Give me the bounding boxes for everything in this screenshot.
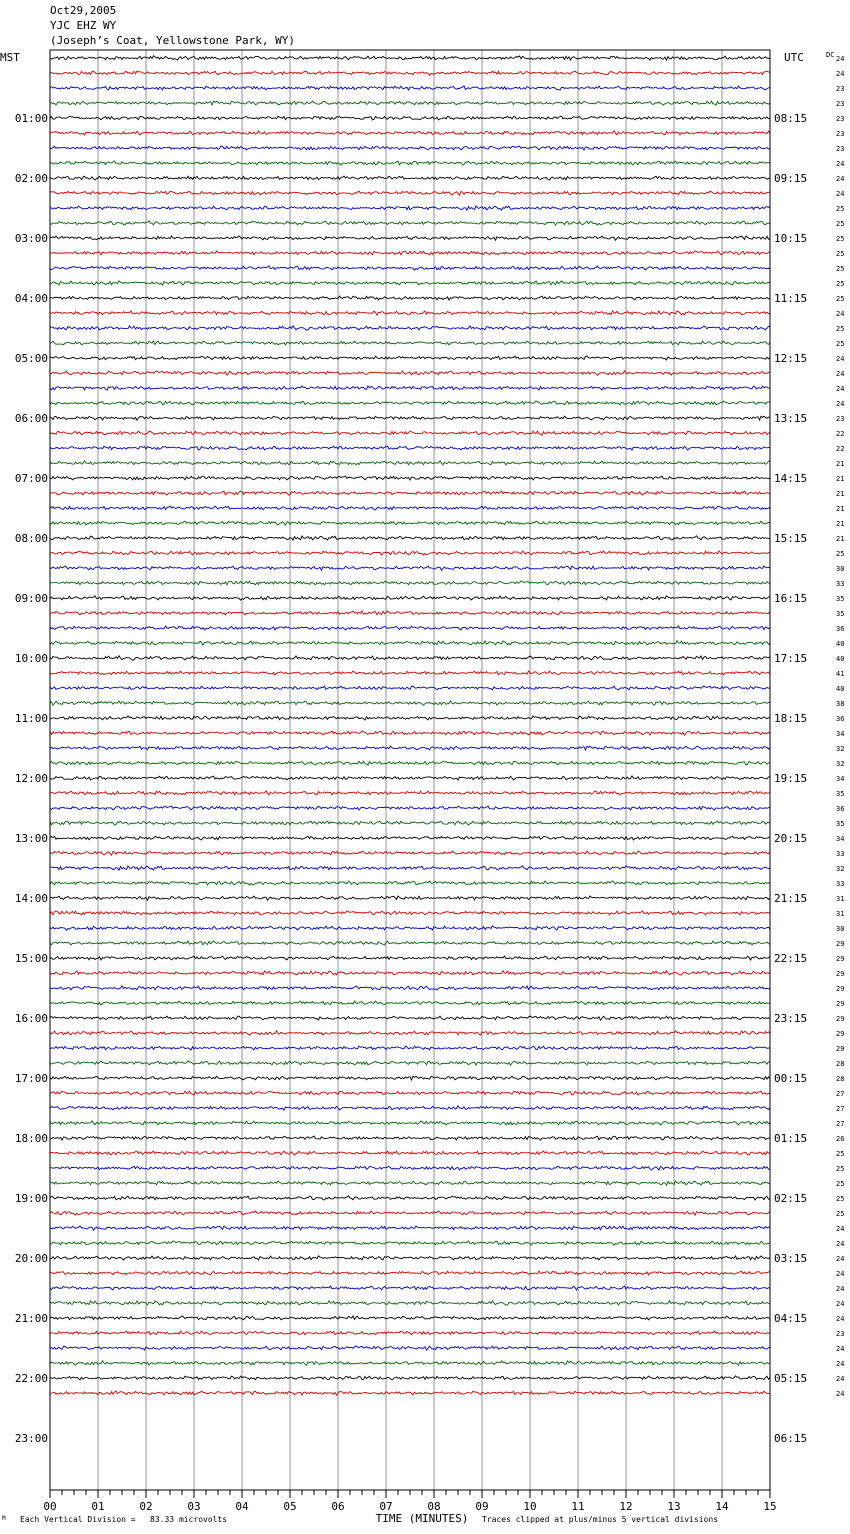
- dc-offset-9: 24: [836, 190, 845, 198]
- trace-34: [50, 566, 770, 570]
- right-hour-label-7: 15:15: [774, 532, 808, 545]
- trace-48: [50, 776, 770, 780]
- dc-offset-8: 24: [836, 175, 845, 183]
- trace-3: [50, 101, 770, 105]
- trace-29: [50, 491, 770, 495]
- dc-offset-24: 23: [836, 415, 845, 423]
- dc-offset-38: 36: [836, 625, 845, 633]
- dc-offset-82: 24: [836, 1285, 845, 1293]
- x-tick-label-5: 05: [283, 1500, 297, 1513]
- x-tick-label-11: 11: [571, 1500, 585, 1513]
- trace-53: [50, 851, 770, 855]
- left-hour-label-3: 04:00: [14, 292, 48, 305]
- left-hour-label-13: 14:00: [14, 892, 48, 905]
- dc-offset-85: 23: [836, 1330, 845, 1338]
- trace-31: [50, 521, 770, 525]
- trace-17: [50, 311, 770, 315]
- trace-49: [50, 791, 770, 795]
- dc-offset-52: 34: [836, 835, 845, 843]
- trace-13: [50, 251, 770, 255]
- right-timezone-label: UTC: [784, 51, 804, 64]
- trace-28: [50, 476, 770, 480]
- trace-79: [50, 1241, 770, 1245]
- dc-offset-49: 35: [836, 790, 845, 798]
- plot-frame: [50, 50, 770, 1498]
- left-hour-label-4: 05:00: [14, 352, 48, 365]
- dc-offset-57: 31: [836, 910, 845, 918]
- dc-offset-7: 24: [836, 160, 845, 168]
- dc-offset-75: 25: [836, 1180, 845, 1188]
- dc-offset-29: 21: [836, 490, 845, 498]
- trace-7: [50, 161, 770, 165]
- dc-offset-22: 24: [836, 385, 845, 393]
- dc-offset-46: 32: [836, 745, 845, 753]
- trace-55: [50, 881, 770, 885]
- trace-80: [50, 1256, 770, 1260]
- right-hour-label-0: 08:15: [774, 112, 808, 125]
- trace-40: [50, 656, 770, 660]
- trace-86: [50, 1346, 770, 1350]
- dc-offset-28: 21: [836, 475, 845, 483]
- trace-69: [50, 1091, 770, 1095]
- trace-8: [50, 176, 770, 180]
- dc-offset-79: 24: [836, 1240, 845, 1248]
- trace-group: [50, 56, 770, 1395]
- x-tick-label-2: 02: [139, 1500, 153, 1513]
- right-hour-label-19: 03:15: [774, 1252, 808, 1265]
- trace-44: [50, 716, 770, 720]
- x-tick-label-10: 10: [523, 1500, 537, 1513]
- left-hour-label-21: 22:00: [14, 1372, 48, 1385]
- trace-75: [50, 1181, 770, 1185]
- trace-10: [50, 206, 770, 210]
- trace-18: [50, 326, 770, 330]
- trace-76: [50, 1196, 770, 1200]
- trace-68: [50, 1076, 770, 1080]
- trace-51: [50, 821, 770, 825]
- header-location: (Joseph’s Coat, Yellowstone Park, WY): [50, 34, 296, 47]
- dc-offset-23: 24: [836, 400, 845, 408]
- x-tick-label-8: 08: [427, 1500, 441, 1513]
- dc-offset-69: 27: [836, 1090, 845, 1098]
- right-hour-label-18: 02:15: [774, 1192, 808, 1205]
- x-tick-label-0: 00: [43, 1500, 57, 1513]
- dc-offset-14: 25: [836, 265, 845, 273]
- dc-offset-45: 34: [836, 730, 845, 738]
- trace-77: [50, 1211, 770, 1215]
- dc-offset-48: 34: [836, 775, 845, 783]
- dc-offset-34: 30: [836, 565, 845, 573]
- x-tick-label-1: 01: [91, 1500, 105, 1513]
- dc-offset-88: 24: [836, 1375, 845, 1383]
- trace-87: [50, 1361, 770, 1365]
- trace-30: [50, 506, 770, 510]
- left-hour-label-7: 08:00: [14, 532, 48, 545]
- trace-72: [50, 1136, 770, 1140]
- trace-74: [50, 1166, 770, 1170]
- dc-offset-20: 24: [836, 355, 845, 363]
- trace-33: [50, 551, 770, 555]
- right-hour-label-8: 16:15: [774, 592, 808, 605]
- trace-67: [50, 1061, 770, 1065]
- dc-offset-26: 22: [836, 445, 845, 453]
- right-hour-label-16: 00:15: [774, 1072, 808, 1085]
- left-hour-label-2: 03:00: [14, 232, 48, 245]
- left-hour-label-16: 17:00: [14, 1072, 48, 1085]
- trace-63: [50, 1001, 770, 1005]
- dc-offset-27: 21: [836, 460, 845, 468]
- trace-58: [50, 926, 770, 930]
- vertical-gridlines: [98, 50, 722, 1490]
- trace-41: [50, 671, 770, 675]
- left-hour-label-11: 12:00: [14, 772, 48, 785]
- dc-offset-87: 24: [836, 1360, 845, 1368]
- left-hour-label-0: 01:00: [14, 112, 48, 125]
- left-hour-label-15: 16:00: [14, 1012, 48, 1025]
- dc-offset-35: 33: [836, 580, 845, 588]
- right-hour-label-17: 01:15: [774, 1132, 808, 1145]
- x-tick-label-6: 06: [331, 1500, 345, 1513]
- left-hour-label-17: 18:00: [14, 1132, 48, 1145]
- trace-23: [50, 401, 770, 405]
- dc-offset-4: 23: [836, 115, 845, 123]
- footer-scale-text: Each Vertical Division = 83.33 microvolts: [20, 1515, 228, 1524]
- header-date: Oct29,2005: [50, 4, 117, 17]
- left-hour-label-18: 19:00: [14, 1192, 48, 1205]
- trace-21: [50, 371, 770, 375]
- right-hour-label-13: 21:15: [774, 892, 808, 905]
- trace-36: [50, 596, 770, 600]
- x-tick-label-4: 04: [235, 1500, 249, 1513]
- dc-offset-59: 29: [836, 940, 845, 948]
- right-hour-label-9: 17:15: [774, 652, 808, 665]
- trace-83: [50, 1301, 770, 1305]
- right-hour-label-14: 22:15: [774, 952, 808, 965]
- dc-offset-67: 28: [836, 1060, 845, 1068]
- dc-offset-33: 25: [836, 550, 845, 558]
- trace-2: [50, 86, 770, 90]
- footer-corner-mark: M: [2, 1515, 6, 1522]
- dc-offset-70: 27: [836, 1105, 845, 1113]
- x-axis-title: TIME (MINUTES): [375, 1512, 469, 1525]
- dc-offset-3: 23: [836, 100, 845, 108]
- dc-offset-6: 23: [836, 145, 845, 153]
- trace-88: [50, 1376, 770, 1380]
- trace-32: [50, 536, 770, 540]
- dc-offset-68: 28: [836, 1075, 845, 1083]
- trace-64: [50, 1016, 770, 1020]
- trace-26: [50, 446, 770, 450]
- dc-offset-13: 25: [836, 250, 845, 258]
- x-tick-label-14: 14: [715, 1500, 729, 1513]
- dc-offset-77: 25: [836, 1210, 845, 1218]
- dc-offset-11: 25: [836, 220, 845, 228]
- dc-offset-80: 24: [836, 1255, 845, 1263]
- dc-offset-2: 23: [836, 85, 845, 93]
- trace-42: [50, 686, 770, 690]
- right-hour-label-4: 12:15: [774, 352, 808, 365]
- dc-offset-55: 33: [836, 880, 845, 888]
- trace-19: [50, 341, 770, 345]
- trace-4: [50, 116, 770, 120]
- dc-offset-60: 29: [836, 955, 845, 963]
- dc-offset-41: 41: [836, 670, 845, 678]
- dc-offset-10: 25: [836, 205, 845, 213]
- dc-offset-42: 40: [836, 685, 845, 693]
- trace-71: [50, 1121, 770, 1125]
- trace-20: [50, 356, 770, 360]
- x-tick-label-7: 07: [379, 1500, 393, 1513]
- left-hour-label-5: 06:00: [14, 412, 48, 425]
- dc-offset-16: 25: [836, 295, 845, 303]
- left-hour-label-19: 20:00: [14, 1252, 48, 1265]
- dc-offset-61: 29: [836, 970, 845, 978]
- x-tick-label-15: 15: [763, 1500, 777, 1513]
- dc-offset-47: 32: [836, 760, 845, 768]
- trace-78: [50, 1226, 770, 1230]
- dc-offset-54: 32: [836, 865, 845, 873]
- dc-offset-84: 24: [836, 1315, 845, 1323]
- dc-offset-63: 29: [836, 1000, 845, 1008]
- dc-offset-32: 21: [836, 535, 845, 543]
- trace-56: [50, 896, 770, 900]
- dc-offset-56: 31: [836, 895, 845, 903]
- dc-offset-65: 29: [836, 1030, 845, 1038]
- right-hour-label-12: 20:15: [774, 832, 808, 845]
- left-hour-label-6: 07:00: [14, 472, 48, 485]
- dc-offset-12: 25: [836, 235, 845, 243]
- trace-12: [50, 236, 770, 240]
- trace-59: [50, 941, 770, 945]
- dc-offset-17: 24: [836, 310, 845, 318]
- trace-37: [50, 611, 770, 615]
- trace-25: [50, 431, 770, 435]
- dc-offset-5: 23: [836, 130, 845, 138]
- trace-52: [50, 836, 770, 840]
- trace-57: [50, 911, 770, 915]
- right-hour-label-22: 06:15: [774, 1432, 808, 1445]
- dc-offset-89: 24: [836, 1390, 845, 1398]
- trace-66: [50, 1046, 770, 1050]
- left-hour-label-14: 15:00: [14, 952, 48, 965]
- left-hour-label-1: 02:00: [14, 172, 48, 185]
- x-tick-label-9: 09: [475, 1500, 489, 1513]
- trace-43: [50, 701, 770, 705]
- trace-89: [50, 1391, 770, 1395]
- dc-offset-73: 25: [836, 1150, 845, 1158]
- dc-offset-64: 29: [836, 1015, 845, 1023]
- dc-offset-18: 25: [836, 325, 845, 333]
- right-hour-label-5: 13:15: [774, 412, 808, 425]
- dc-offset-1: 24: [836, 70, 845, 78]
- trace-65: [50, 1031, 770, 1035]
- dc-offset-76: 25: [836, 1195, 845, 1203]
- x-tick-label-13: 13: [667, 1500, 681, 1513]
- dc-offset-50: 36: [836, 805, 845, 813]
- right-hour-label-6: 14:15: [774, 472, 808, 485]
- dc-offset-37: 35: [836, 610, 845, 618]
- trace-39: [50, 641, 770, 645]
- trace-61: [50, 971, 770, 975]
- dc-offset-66: 29: [836, 1045, 845, 1053]
- trace-84: [50, 1316, 770, 1320]
- dc-offset-15: 25: [836, 280, 845, 288]
- dc-offset-19: 25: [836, 340, 845, 348]
- trace-15: [50, 281, 770, 285]
- dc-offset-39: 40: [836, 640, 845, 648]
- dc-offset-53: 33: [836, 850, 845, 858]
- trace-16: [50, 296, 770, 300]
- left-hour-label-20: 21:00: [14, 1312, 48, 1325]
- dc-offset-86: 24: [836, 1345, 845, 1353]
- trace-0: [50, 56, 770, 60]
- right-hour-label-2: 10:15: [774, 232, 808, 245]
- trace-1: [50, 71, 770, 75]
- dc-offset-58: 30: [836, 925, 845, 933]
- trace-5: [50, 131, 770, 135]
- trace-54: [50, 866, 770, 870]
- right-hour-label-1: 09:15: [774, 172, 808, 185]
- trace-9: [50, 191, 770, 195]
- dc-offset-72: 26: [836, 1135, 845, 1143]
- dc-offset-31: 21: [836, 520, 845, 528]
- left-hour-label-12: 13:00: [14, 832, 48, 845]
- trace-27: [50, 461, 770, 465]
- trace-47: [50, 761, 770, 765]
- trace-35: [50, 581, 770, 585]
- dc-offset-0: 24: [836, 55, 845, 63]
- header-station: YJC EHZ WY: [50, 19, 117, 32]
- right-hour-label-21: 05:15: [774, 1372, 808, 1385]
- left-hour-label-8: 09:00: [14, 592, 48, 605]
- left-hour-label-9: 10:00: [14, 652, 48, 665]
- dc-offset-30: 21: [836, 505, 845, 513]
- dc-offset-44: 36: [836, 715, 845, 723]
- left-hour-label-10: 11:00: [14, 712, 48, 725]
- trace-11: [50, 221, 770, 225]
- trace-60: [50, 956, 770, 960]
- x-tick-label-3: 03: [187, 1500, 201, 1513]
- plot-border: [50, 50, 770, 1490]
- axis-labels: [0, 51, 844, 1525]
- trace-73: [50, 1151, 770, 1155]
- right-hour-label-20: 04:15: [774, 1312, 808, 1325]
- dc-offset-21: 24: [836, 370, 845, 378]
- trace-70: [50, 1106, 770, 1110]
- dc-offset-81: 24: [836, 1270, 845, 1278]
- trace-62: [50, 986, 770, 990]
- trace-22: [50, 386, 770, 390]
- dc-label: DC: [826, 51, 835, 59]
- dc-offset-78: 24: [836, 1225, 845, 1233]
- dc-offset-43: 38: [836, 700, 845, 708]
- trace-50: [50, 806, 770, 810]
- dc-offset-74: 25: [836, 1165, 845, 1173]
- trace-82: [50, 1286, 770, 1290]
- left-hour-label-22: 23:00: [14, 1432, 48, 1445]
- trace-46: [50, 746, 770, 750]
- dc-offset-62: 29: [836, 985, 845, 993]
- right-hour-label-10: 18:15: [774, 712, 808, 725]
- dc-offset-71: 27: [836, 1120, 845, 1128]
- trace-38: [50, 626, 770, 630]
- dc-offset-36: 35: [836, 595, 845, 603]
- dc-offset-51: 35: [836, 820, 845, 828]
- dc-offset-40: 40: [836, 655, 845, 663]
- trace-85: [50, 1331, 770, 1335]
- right-hour-label-11: 19:15: [774, 772, 808, 785]
- trace-6: [50, 146, 770, 150]
- dc-offset-83: 24: [836, 1300, 845, 1308]
- trace-81: [50, 1271, 770, 1275]
- x-tick-label-12: 12: [619, 1500, 633, 1513]
- right-hour-label-3: 11:15: [774, 292, 808, 305]
- footer-clip-text: Traces clipped at plus/minus 5 vertical divisions: [482, 1515, 719, 1524]
- left-timezone-label: MST: [0, 51, 20, 64]
- trace-45: [50, 731, 770, 735]
- trace-14: [50, 266, 770, 270]
- dc-offset-25: 22: [836, 430, 845, 438]
- right-hour-label-15: 23:15: [774, 1012, 808, 1025]
- trace-24: [50, 416, 770, 420]
